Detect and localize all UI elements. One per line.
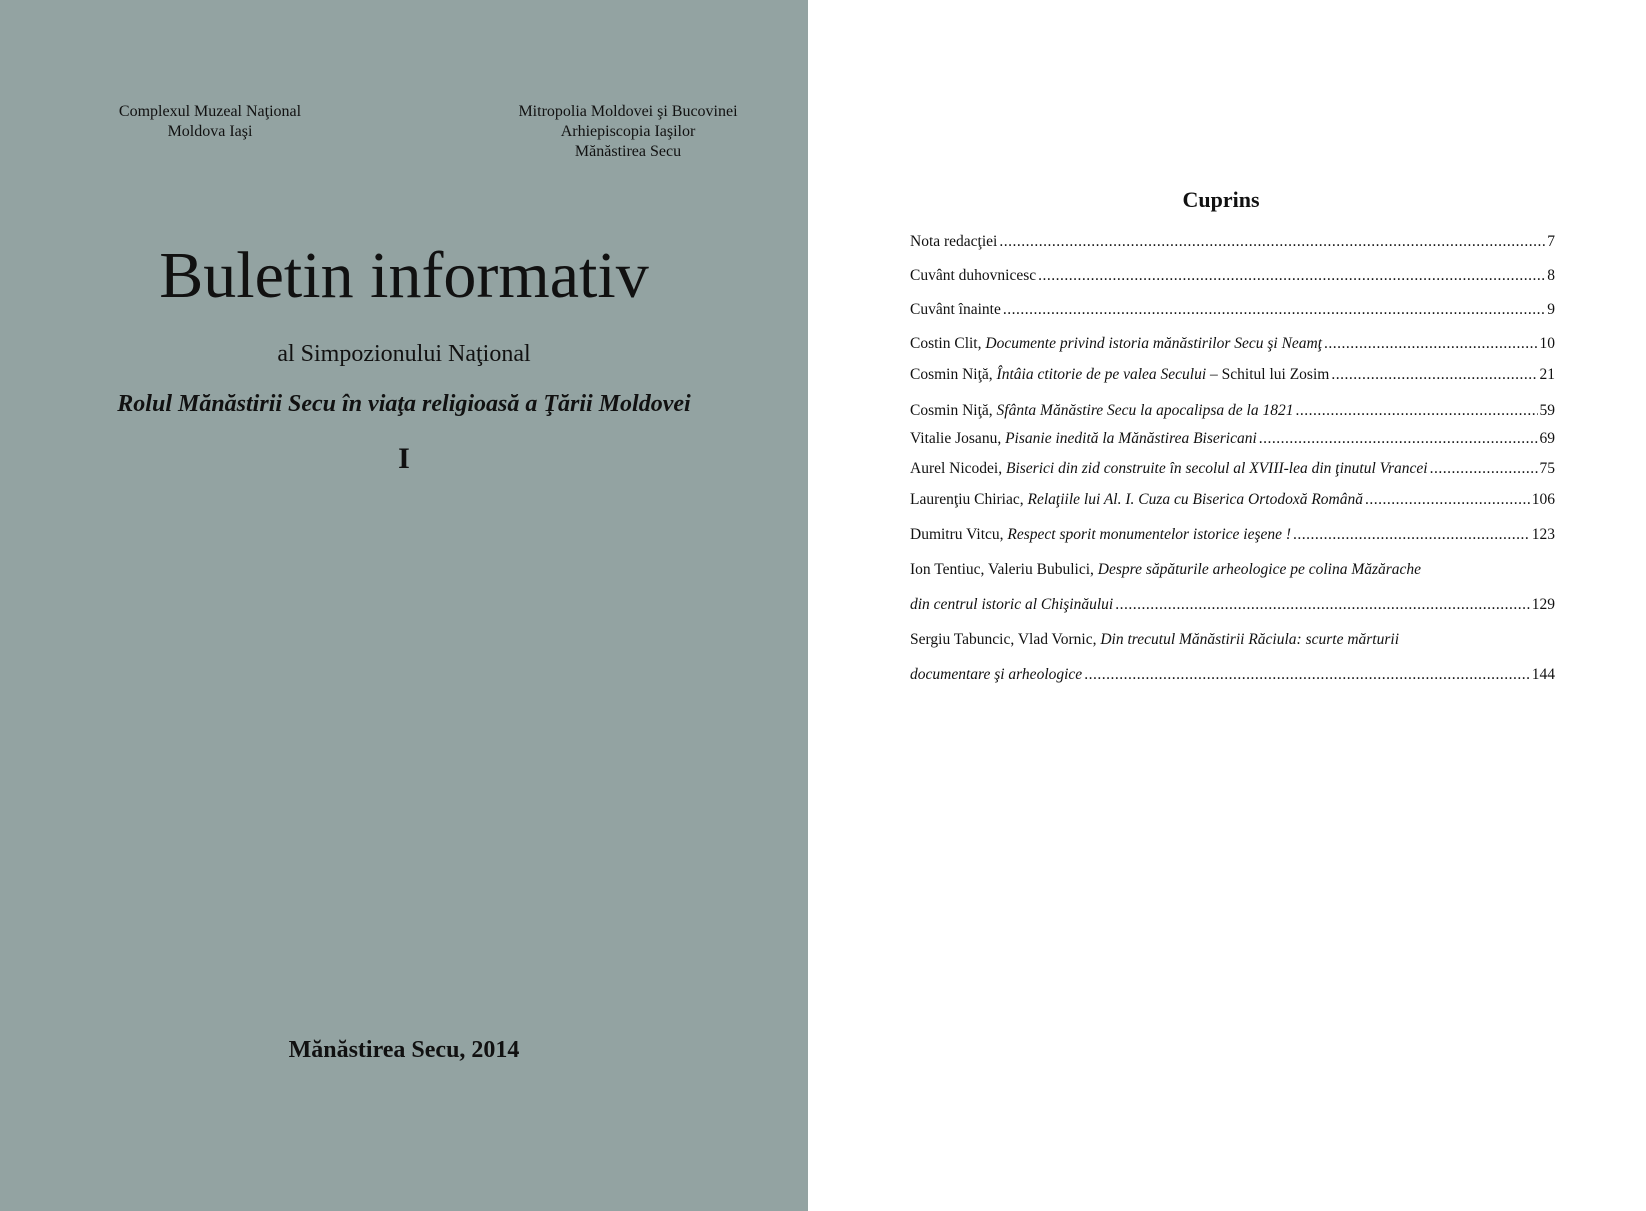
toc-entry-lead (910, 400, 1293, 422)
toc-entry (910, 489, 1555, 511)
toc-entry (910, 265, 1555, 287)
toc-entry-title-continued: din centrul istoric al Chişinăului (910, 596, 1114, 613)
toc-entry (910, 428, 1555, 450)
toc-entry-title: Cuvânt duhovnicesc (910, 267, 1037, 284)
toc-heading: Cuprins (1182, 187, 1260, 212)
toc-page-number: 144 (1531, 666, 1555, 683)
toc-leader-dots (1324, 333, 1537, 355)
toc-entry (910, 524, 1555, 546)
toc-page-number: 8 (1547, 267, 1555, 284)
toc-page-number: 21 (1539, 366, 1555, 383)
cover-imprint: Mănăstirea Secu, 2014 (288, 1037, 520, 1063)
toc-entry-lead (910, 489, 1363, 511)
toc-leader-dots (1430, 458, 1538, 480)
cover-subtitle: al Simpozionului Naţional (277, 341, 531, 367)
toc-entry-title: Despre săpăturile arheologice pe colina Măzărache (1097, 561, 1422, 578)
toc-page-number: 69 (1539, 430, 1555, 447)
book-cover (0, 0, 808, 1211)
toc-entry-title: Relaţiile lui Al. I. Cuza cu Biserica Ortodoxă Română (1027, 491, 1364, 508)
publisher-left (60, 102, 360, 142)
toc-leader-dots (1331, 364, 1537, 386)
toc-page-number: 123 (1531, 526, 1555, 543)
cover-theme: Rolul Mănăstirii Secu în viaţa religioasă a Ţării Moldovei (117, 391, 691, 417)
toc-entry-author: Laurenţiu Chiriac, (910, 491, 1028, 508)
toc-entry-title: Nota redacţiei (910, 233, 998, 250)
toc-entry-title: Pisanie inedită la Mănăstirea Bisericani (1005, 430, 1257, 447)
toc-entry (910, 400, 1555, 422)
toc-entry (910, 664, 1555, 686)
toc-entry-title-suffix: – Schitul lui Zosim (1206, 366, 1330, 383)
toc-entry-title-continued: documentare şi arheologice (910, 666, 1083, 683)
toc-entry-author: Vitalie Josanu, (910, 430, 1006, 447)
publisher-left-line: Moldova Iaşi (167, 123, 253, 140)
toc-leader-dots (1084, 664, 1530, 686)
toc-entry-lead (910, 428, 1257, 450)
toc-entry-first-line (910, 629, 1555, 651)
toc-leader-dots (1365, 489, 1530, 511)
toc-leader-dots (999, 231, 1545, 253)
toc-entry (910, 299, 1555, 321)
toc-leader-dots (1259, 428, 1538, 450)
toc-entry (910, 364, 1555, 386)
toc-entry (910, 458, 1555, 480)
toc-entry-title: Cuvânt înainte (910, 301, 1001, 318)
toc-leader-dots (1295, 400, 1537, 422)
toc-page-number: 10 (1539, 335, 1555, 352)
toc-page-number: 7 (1547, 233, 1555, 250)
toc-entry-lead (910, 333, 1322, 355)
toc-entry-author: Cosmin Niţă, (910, 402, 997, 419)
toc-page-number: 129 (1531, 596, 1555, 613)
toc-entry (910, 333, 1555, 355)
toc-entry-lead (910, 364, 1329, 386)
table-of-contents-page (808, 0, 1646, 1211)
publisher-right-line: Mitropolia Moldovei şi Bucovinei (518, 103, 738, 120)
toc-entry-author: Sergiu Tabuncic, Vlad Vornic, (910, 631, 1101, 648)
toc-entry-title: Biserici din zid construite în secolul al XVIII-lea din ţinutul Vrancei (1005, 460, 1428, 477)
toc-entry-title: Respect sporit monumentelor istorice ieşene ! (1007, 526, 1292, 543)
toc-entry-author: Dumitru Vitcu, (910, 526, 1008, 543)
toc-entry-title: Sfânta Mănăstire Secu la apocalipsa de la 1821 (996, 402, 1294, 419)
toc-page-number: 59 (1539, 402, 1555, 419)
publisher-right-line: Arhiepiscopia Iaşilor (560, 123, 696, 140)
toc-entry-author: Costin Clit, (910, 335, 986, 352)
toc-entry-author: Cosmin Niţă, (910, 366, 997, 383)
toc-leader-dots (1293, 524, 1530, 546)
toc-page-number: 9 (1547, 301, 1555, 318)
toc-entry-title: Din trecutul Mănăstirii Răciula: scurte mărturii (1100, 631, 1399, 648)
toc-leader-dots (1003, 299, 1545, 321)
toc-entry (910, 231, 1555, 253)
toc-entry-lead (910, 594, 1113, 616)
publisher-right-line: Mănăstirea Secu (574, 143, 682, 160)
toc-leader-dots (1115, 594, 1530, 616)
toc-entry-title: Documente privind istoria mănăstirilor Secu şi Neamţ (985, 335, 1323, 352)
toc-entry-first-line (910, 559, 1555, 581)
toc-entry-lead (910, 458, 1428, 480)
toc-entry-author: Aurel Nicodei, (910, 460, 1006, 477)
toc-entry (910, 594, 1555, 616)
publisher-right (478, 102, 778, 162)
publisher-left-line: Complexul Muzeal Naţional (118, 103, 302, 120)
toc-entry-title: Întâia ctitorie de pe valea Secului (996, 366, 1207, 383)
toc-leader-dots (1038, 265, 1545, 287)
toc-entry-lead (910, 664, 1082, 686)
toc-page-number: 75 (1539, 460, 1555, 477)
toc-entry-author: Ion Tentiuc, Valeriu Bubulici, (910, 561, 1098, 578)
toc-page-number: 106 (1531, 491, 1555, 508)
cover-title: Buletin informativ (159, 239, 649, 312)
volume-number: I (398, 442, 410, 475)
toc-entry-lead (910, 524, 1291, 546)
